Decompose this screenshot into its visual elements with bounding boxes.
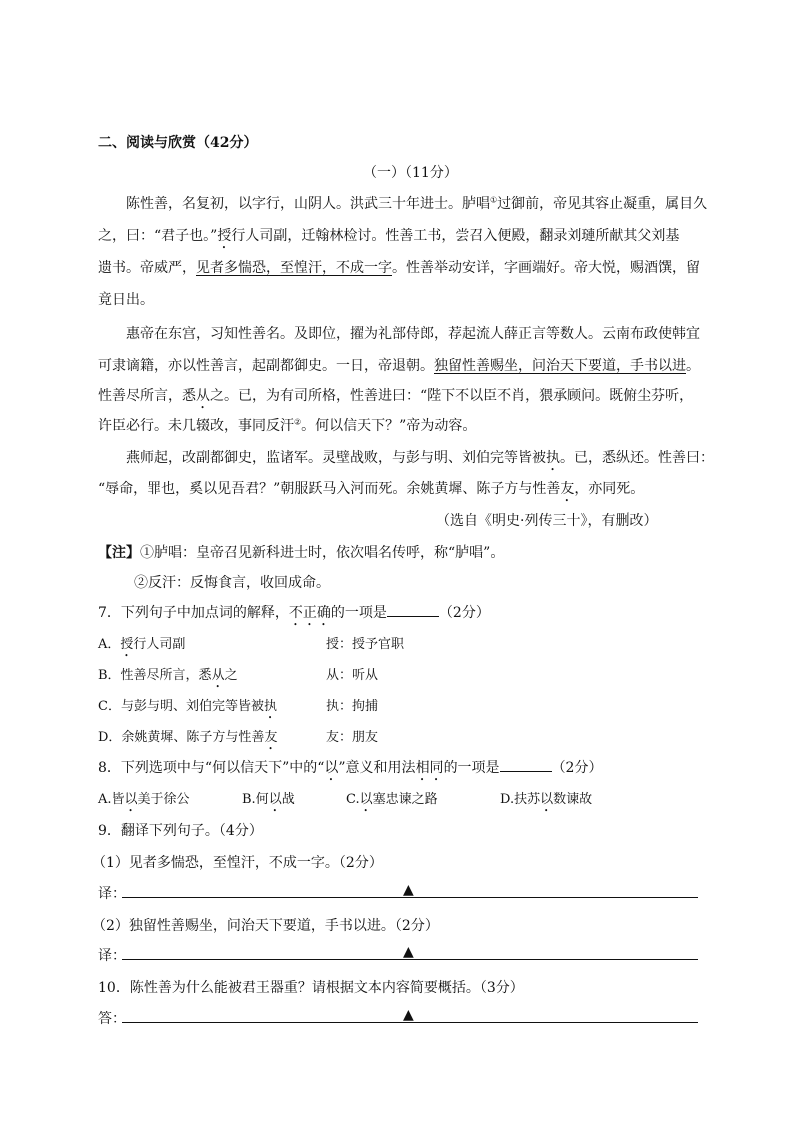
question-9-stem: 9．翻译下列句子。（4分） (98, 823, 263, 839)
q8-option-d: D.扶苏以数谏故 (500, 792, 593, 807)
passage-line: 燕师起，改副都御史，监诸军。灵壁战败，与彭与明、刘伯完等皆被执。已，悉纵还。性善曰： (126, 450, 714, 466)
q9-sentence-1: （1）见者多惴恐，至惶汗，不成一字。（2分） (92, 855, 383, 871)
passage-line: 许臣必行。未几辍改，事同反汗②。何以信天下？”帝为动容。 (98, 417, 477, 434)
triangle-marker-icon: ▲ (403, 1007, 414, 1023)
passage-source: （选自《明史·列传三十》，有删改） (436, 513, 658, 529)
underlined-sentence: 独留性善赐坐，问治天下要道，手书以进 (434, 358, 686, 374)
q7-option-d-meaning: 友：朋友 (326, 730, 379, 745)
note-line: 【注】①胪唱：皇帝召见新科进士时，依次唱名传呼，称“胪唱”。 (98, 545, 505, 561)
triangle-marker-icon: ▲ (403, 882, 414, 898)
answer-blank[interactable] (500, 759, 552, 772)
passage-line: “辱命，罪也，奚以见吾君？”朝服跃马入河而死。余姚黄墀、陈子方与性善友，亦同死。 (98, 481, 645, 497)
underlined-sentence: 见者多惴恐，至惶汗，不成一字 (196, 260, 392, 276)
question-10-stem: 10．陈性善为什么能被君王器重？请根据文本内容简要概括。（3分） (98, 980, 524, 996)
section-title: 二、阅读与欣赏（42分） (98, 135, 258, 151)
passage-line: 遗书。帝威严，见者多惴恐，至惶汗，不成一字。性善举动安详，字画端好。帝大悦，赐酒馔，留 (98, 260, 700, 276)
q7-option-a-meaning: 授：授予官职 (326, 637, 405, 652)
q7-option-b: B．性善尽所言，悉从之 (98, 668, 238, 683)
passage-line: 惠帝在东宫，习知性善名。及即位，擢为礼部侍郎，荐起流人薛正言等数人。云南布政使韩宜 (126, 326, 700, 342)
answer-label: 译： (98, 948, 126, 964)
dotted-word: 执 (546, 450, 560, 466)
q8-option-c: C.以塞忠谏之路 (346, 792, 438, 807)
passage-line: 陈性善，名复初，以字行，山阴人。洪武三十年进士。胪唱①过御前，帝见其容止凝重，属目久 (126, 195, 708, 212)
q7-option-b-meaning: 从：听从 (326, 668, 379, 683)
dotted-word: 授 (217, 228, 232, 244)
question-7-stem: 7．下列句子中加点词的解释，不正确的一项是 （2分） (98, 605, 490, 621)
part-title: （一）（11分） (363, 165, 458, 181)
answer-label: 答： (98, 1011, 126, 1027)
q9-sentence-2: （2）独留性善赐坐，问治天下要道，手书以进。（2分） (92, 918, 439, 934)
passage-line: 之，曰：“君子也。”授行人司副，迁翰林检讨。性善工书，尝召入便殿，翻录刘璉所献其父刘基 (98, 228, 680, 244)
q7-option-a: A．授行人司副 (98, 637, 186, 652)
dotted-word: 从 (196, 388, 210, 404)
passage-line: 可隶谪籍，亦以性善言，起副都御史。一日，帝退朝。独留性善赐坐，问治天下要道，手书以进。 (98, 358, 700, 374)
passage-line: 性善尽所言，悉从之。已，为有司所格，性善进曰：“陛下不以臣不肖，猥承顾问。既俯尘芬听， (98, 388, 694, 404)
q7-option-c: C．与彭与明、刘伯完等皆被执 (98, 699, 277, 714)
triangle-marker-icon: ▲ (403, 944, 414, 960)
q7-option-c-meaning: 执：拘捕 (326, 699, 379, 714)
q8-option-b: B.何以战 (242, 792, 295, 807)
question-8-stem: 8．下列选项中与“何以信天下”中的“以”意义和用法相同的一项是 （2分） (98, 760, 603, 776)
note-line: ②反汗：反悔食言，收回成命。 (134, 575, 330, 591)
answer-blank[interactable] (387, 604, 439, 617)
q7-option-d: D．余姚黄墀、陈子方与性善友 (98, 730, 278, 745)
passage-line: 竟日出。 (98, 292, 154, 308)
answer-label: 译： (98, 886, 126, 902)
dotted-word: 友 (560, 481, 575, 497)
q8-option-a: A.皆以美于徐公 (98, 792, 190, 807)
